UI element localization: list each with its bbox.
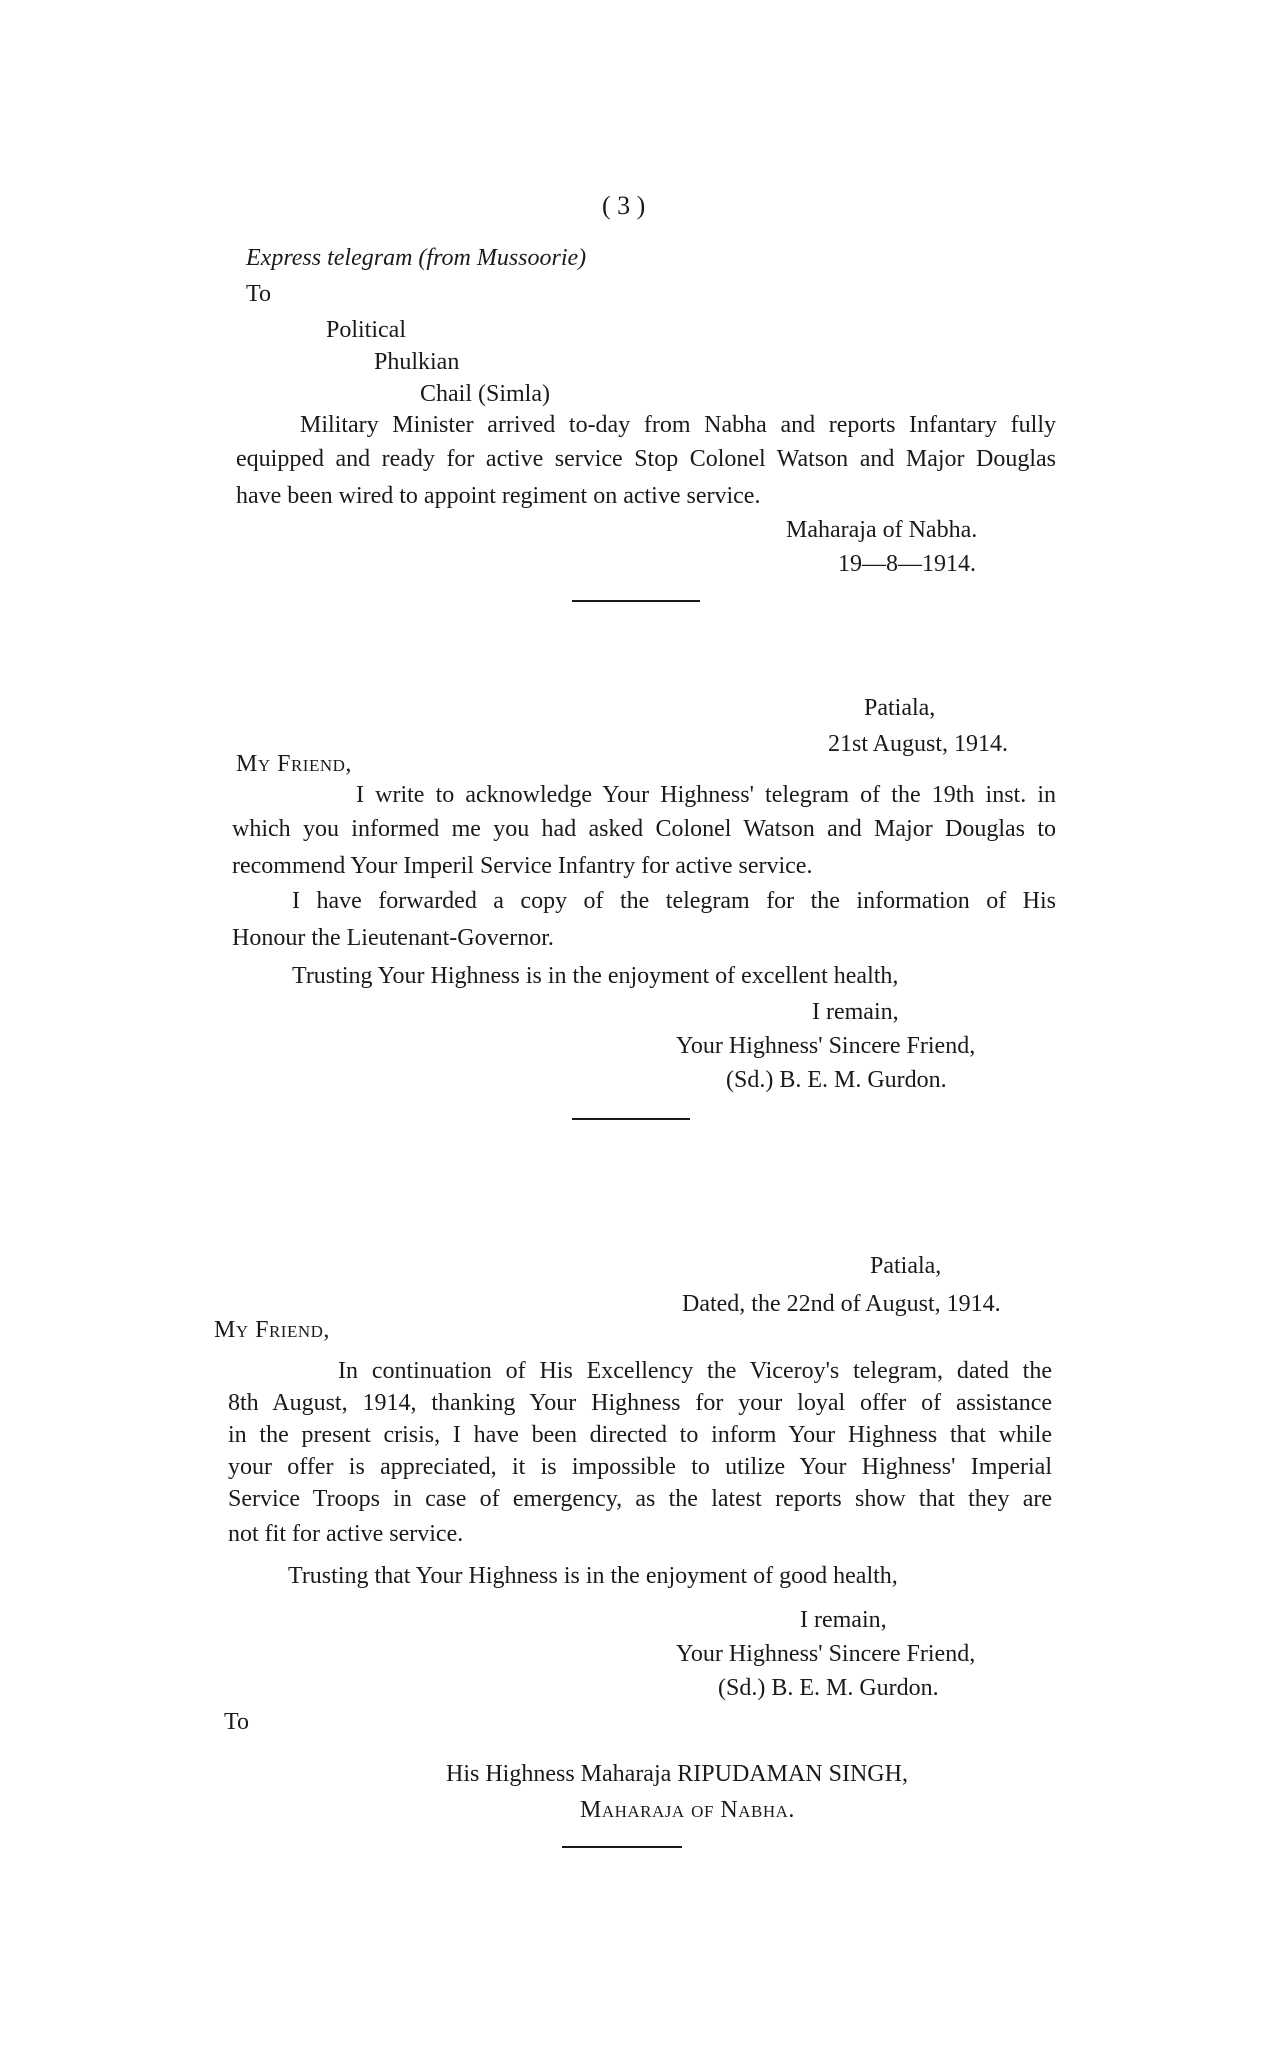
telegram-body-line: equipped and ready for active service Stop Colonel Watson and Major Douglas bbox=[236, 446, 1056, 472]
letter2-para1-line: your offer is appreciated, it is impossible to utilize Your Highness' Imperial bbox=[228, 1454, 1052, 1480]
letter2-salutation: My Friend, bbox=[214, 1317, 330, 1343]
telegram-signature: Maharaja of Nabha. bbox=[786, 517, 978, 543]
letter1-para2-line: I have forwarded a copy of the telegram for the information of His bbox=[292, 888, 1056, 914]
letter1-para3: Trusting Your Highness is in the enjoyment of excellent health, bbox=[292, 963, 899, 989]
letter2-signed: (Sd.) B. E. M. Gurdon. bbox=[718, 1675, 939, 1701]
letter2-place: Patiala, bbox=[870, 1253, 942, 1279]
letter1-signed: (Sd.) B. E. M. Gurdon. bbox=[726, 1067, 947, 1093]
letter1-closing: I remain, bbox=[812, 999, 899, 1025]
letter2-para1-line: not fit for active service. bbox=[228, 1521, 464, 1547]
letter2-para1-line: In continuation of His Excellency the Viceroy's telegram, dated the bbox=[338, 1358, 1052, 1384]
letter2-para1-line: Service Troops in case of emergency, as the latest reports show that they are bbox=[228, 1486, 1052, 1512]
letter2-complimentary: Your Highness' Sincere Friend, bbox=[676, 1641, 976, 1667]
letter1-date: 21st August, 1914. bbox=[828, 731, 1009, 757]
letter2-para1-line: in the present crisis, I have been directed to inform Your Highness that while bbox=[228, 1422, 1052, 1448]
telegram-addressee-line: Phulkian bbox=[374, 349, 460, 375]
section-divider bbox=[572, 600, 700, 602]
letter1-para1-line: which you informed me you had asked Colonel Watson and Major Douglas to bbox=[232, 816, 1056, 842]
telegram-body-line: have been wired to appoint regiment on active service. bbox=[236, 483, 761, 509]
letter1-place: Patiala, bbox=[864, 695, 936, 721]
letter1-salutation: My Friend, bbox=[236, 751, 352, 777]
letter2-to: To bbox=[224, 1709, 249, 1735]
telegram-to: To bbox=[246, 281, 271, 307]
letter2-date: Dated, the 22nd of August, 1914. bbox=[682, 1291, 1001, 1317]
page-number: ( 3 ) bbox=[602, 191, 646, 220]
letter2-recipient-title: Maharaja of Nabha. bbox=[580, 1797, 795, 1823]
letter1-complimentary: Your Highness' Sincere Friend, bbox=[676, 1033, 976, 1059]
section-divider bbox=[562, 1846, 682, 1848]
letter2-closing: I remain, bbox=[800, 1607, 887, 1633]
section-divider bbox=[572, 1118, 690, 1120]
telegram-body-line: Military Minister arrived to-day from Nabha and reports Infantary fully bbox=[300, 412, 1056, 438]
letter1-para2-line: Honour the Lieutenant-Governor. bbox=[232, 925, 554, 951]
letter2-recipient-name: His Highness Maharaja RIPUDAMAN SINGH, bbox=[446, 1761, 908, 1787]
letter2-para1-line: 8th August, 1914, thanking Your Highness for your loyal offer of assistance bbox=[228, 1390, 1052, 1416]
telegram-heading: Express telegram (from Mussoorie) bbox=[246, 245, 587, 271]
telegram-addressee-line: Political bbox=[326, 317, 406, 343]
telegram-date: 19—8—1914. bbox=[838, 551, 976, 577]
letter1-para1-line: recommend Your Imperil Service Infantry for active service. bbox=[232, 853, 813, 879]
letter1-para1-line: I write to acknowledge Your Highness' telegram of the 19th inst. in bbox=[356, 782, 1056, 808]
telegram-addressee-line: Chail (Simla) bbox=[420, 381, 550, 407]
letter2-para2: Trusting that Your Highness is in the enjoyment of good health, bbox=[288, 1563, 898, 1589]
